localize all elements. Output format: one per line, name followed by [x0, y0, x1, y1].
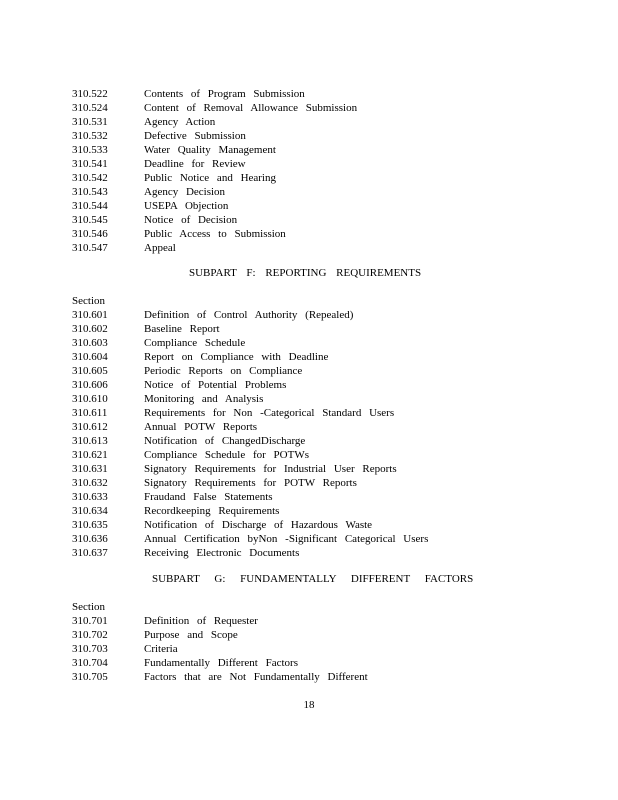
section-title: Requirements for Non -Categorical Standard Users: [144, 407, 395, 419]
section-title: Signatory Requirements for Industrial User Reports: [144, 463, 397, 475]
section-number: 310.633: [72, 491, 108, 503]
section-number: 310.612: [72, 421, 108, 433]
section-number: 310.611: [72, 407, 108, 419]
section-title: Signatory Requirements for POTW Reports: [144, 477, 357, 489]
section-title: Notification of ChangedDischarge: [144, 435, 306, 447]
section-number: 310.601: [72, 309, 108, 321]
section-number: 310.703: [72, 643, 108, 655]
section-number: 310.636: [72, 533, 108, 545]
section-title: Criteria: [144, 643, 178, 655]
section-number: 310.605: [72, 365, 108, 377]
section-title: Compliance Schedule for POTWs: [144, 449, 309, 461]
section-number: 310.602: [72, 323, 108, 335]
subpart-f-heading: SUBPART F: REPORTING REQUIREMENTS: [189, 267, 422, 279]
section-number: 310.542: [72, 172, 108, 184]
section-number: 310.705: [72, 671, 108, 683]
section-label-g: Section: [72, 601, 105, 613]
section-number: 310.631: [72, 463, 108, 475]
section-number: 310.524: [72, 102, 108, 114]
section-title: Public Notice and Hearing: [144, 172, 276, 184]
section-number: 310.531: [72, 116, 108, 128]
section-title: Contents of Program Submission: [144, 88, 305, 100]
section-title: Purpose and Scope: [144, 629, 238, 641]
section-number: 310.541: [72, 158, 108, 170]
section-number: 310.532: [72, 130, 108, 142]
section-title: Compliance Schedule: [144, 337, 246, 349]
section-label-f: Section: [72, 295, 105, 307]
section-number: 310.543: [72, 186, 108, 198]
section-title: Factors that are Not Fundamentally Different: [144, 671, 368, 683]
section-title: Notice of Potential Problems: [144, 379, 287, 391]
section-number: 310.701: [72, 615, 108, 627]
section-number: 310.637: [72, 547, 108, 559]
section-title: Notice of Decision: [144, 214, 238, 226]
section-title: Definition of Requester: [144, 615, 258, 627]
subpart-g-heading: SUBPART G: FUNDAMENTALLY DIFFERENT FACTORS: [152, 573, 474, 585]
section-title: Fraudand False Statements: [144, 491, 273, 503]
section-number: 310.610: [72, 393, 108, 405]
section-number: 310.546: [72, 228, 108, 240]
section-title: Fundamentally Different Factors: [144, 657, 298, 669]
section-number: 310.606: [72, 379, 108, 391]
section-title: USEPA Objection: [144, 200, 229, 212]
section-number: 310.621: [72, 449, 108, 461]
section-title: Recordkeeping Requirements: [144, 505, 280, 517]
section-number: 310.702: [72, 629, 108, 641]
section-title: Water Quality Management: [144, 144, 276, 156]
section-title: Definition of Control Authority (Repealed): [144, 309, 354, 321]
section-title: Annual Certification byNon -Significant Categorical Users: [144, 533, 429, 545]
section-title: Annual POTW Reports: [144, 421, 258, 433]
section-number: 310.545: [72, 214, 108, 226]
section-number: 310.533: [72, 144, 108, 156]
section-number: 310.635: [72, 519, 108, 531]
section-title: Agency Action: [144, 116, 216, 128]
section-number: 310.604: [72, 351, 108, 363]
section-title: Report on Compliance with Deadline: [144, 351, 329, 363]
section-title: Agency Decision: [144, 186, 226, 198]
section-title: Periodic Reports on Compliance: [144, 365, 303, 377]
section-title: Appeal: [144, 242, 176, 254]
section-title: Notification of Discharge of Hazardous Waste: [144, 519, 373, 531]
section-title: Defective Submission: [144, 130, 246, 142]
section-number: 310.603: [72, 337, 108, 349]
section-number: 310.547: [72, 242, 108, 254]
section-title: Monitoring and Analysis: [144, 393, 264, 405]
section-title: Baseline Report: [144, 323, 220, 335]
section-title: Deadline for Review: [144, 158, 246, 170]
section-title: Public Access to Submission: [144, 228, 286, 240]
section-number: 310.632: [72, 477, 108, 489]
section-title: Receiving Electronic Documents: [144, 547, 300, 559]
section-number: 310.704: [72, 657, 108, 669]
page-number: 18: [303, 699, 315, 711]
section-number: 310.634: [72, 505, 108, 517]
section-number: 310.613: [72, 435, 108, 447]
section-number: 310.544: [72, 200, 108, 212]
section-number: 310.522: [72, 88, 108, 100]
section-title: Content of Removal Allowance Submission: [144, 102, 358, 114]
